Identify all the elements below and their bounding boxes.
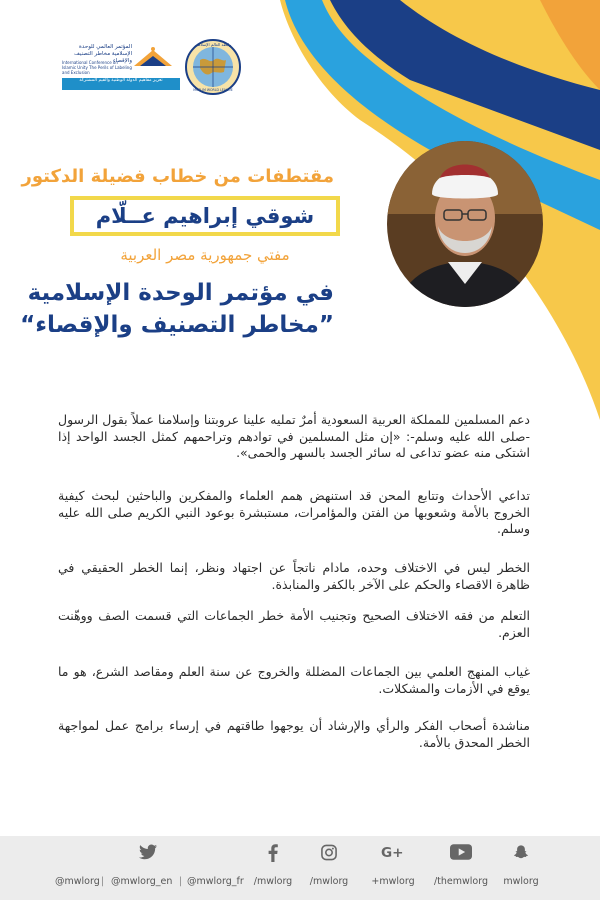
facebook-handle: /mwlorg bbox=[253, 876, 293, 887]
twitter-icon bbox=[139, 844, 157, 860]
quote-item: التعلم من فقه الاختلاف الصحيح وتجنيب الأمة خطر الجماعات التي قسمت الصف ووهّنت العزم. bbox=[58, 608, 530, 640]
instagram-icon bbox=[321, 844, 338, 861]
conference-title-line1: في مؤتمر الوحدة الإسلامية bbox=[27, 280, 334, 306]
conference-title-line2: ”مخاطر التصنيف والإقصاء“ bbox=[20, 312, 334, 338]
speaker-position: مفتي جمهورية مصر العربية bbox=[120, 246, 290, 264]
youtube-icon bbox=[450, 844, 472, 860]
intro-line: مقتطفات من خطاب فضيلة الدكتور bbox=[21, 166, 334, 187]
mosque-roof-icon bbox=[132, 46, 174, 68]
googleplus-icon bbox=[381, 844, 405, 860]
quote-item: الخطر ليس في الاختلاف وحده، مادام ناتجاً عن اجتهاد ونظر، إنما الخطر الحقيقي في ظاهرة الاقصاء والحكم على الآخر بالكفر والمنابذة. bbox=[58, 560, 530, 592]
quote-item: دعم المسلمين للمملكة العربية السعودية أمرٌ تمليه علينا عروبتنا وإسلامنا عملاً بقول الرسول -صلى الله عليه وسلم-: «إن مثل المسلمين في توادهم وتراحمهم كمثل الجسد الواحد إذا اشتكى منه عضو تداعى له سائر الجسد بالسهر والحمى». bbox=[58, 412, 530, 460]
name-frame bbox=[70, 196, 340, 236]
twitter-handle-en: @mwlorg_en bbox=[111, 876, 173, 887]
logos-area bbox=[62, 36, 252, 106]
snapchat-icon bbox=[513, 844, 530, 861]
separator: | bbox=[101, 876, 105, 887]
quote-item: مناشدة أصحاب الفكر والرأي والإرشاد أن يوجهوا طاقتهم في إرساء برامج عمل لمواجهة الخطر المحدق بالأمة. bbox=[58, 718, 530, 750]
instagram-handle: /mwlorg bbox=[309, 876, 349, 887]
twitter-link[interactable] bbox=[55, 836, 244, 900]
youtube-handle: /themwlorg bbox=[433, 876, 489, 887]
conference-name-ar: المؤتمر العالمي للوحدة الإسلامية مخاطر التصنيف والإقصاء bbox=[74, 44, 132, 64]
googleplus-handle: +mwlorg bbox=[371, 876, 415, 887]
separator: | bbox=[179, 876, 183, 887]
facebook-icon bbox=[268, 844, 278, 862]
snapchat-handle: mwlorg bbox=[503, 876, 539, 887]
social-footer bbox=[0, 836, 600, 900]
mwl-name-en: MUSLIM WORLD LEAGUE bbox=[193, 88, 233, 92]
instagram-link[interactable] bbox=[294, 836, 364, 900]
twitter-handle-fr: @mwlorg_fr bbox=[187, 876, 244, 887]
mwl-name-ar: رابطة العالم الإسلامي bbox=[194, 42, 232, 47]
conference-logo bbox=[62, 36, 180, 100]
speaker-name: شوقي إبراهيم عــلّام bbox=[95, 204, 315, 228]
snapchat-link[interactable] bbox=[486, 836, 556, 900]
googleplus-link[interactable] bbox=[358, 836, 428, 900]
quote-item: غياب المنهج العلمي بين الجماعات المضللة والخروج عن سنة العلم ومقاصد الشرع، هو ما يوقع في الأزمات والمشكلات. bbox=[58, 664, 530, 696]
svg-text:G+: G+ bbox=[381, 844, 404, 860]
quote-item: تداعي الأحداث وتتابع المحن قد استنهض همم العلماء والمفكرين والباحثين لبحث كيفية الخروج بالأمة وشعوبها من الفتن والمؤامرات، مستبشرة بوعود النبي الكريم صلى الله عليه وسلم. bbox=[58, 488, 530, 536]
twitter-handle-ar: @mwlorg bbox=[55, 876, 100, 887]
speaker-portrait bbox=[386, 134, 544, 308]
conference-band: تعزيز مفاهيم الدولة الوطنية والقيم المشتركة bbox=[62, 78, 180, 90]
mwl-globe-logo bbox=[184, 38, 242, 96]
conference-name-en: International Conference on Islamic Unity The Perils of Labeling and Exclusion bbox=[62, 60, 132, 75]
